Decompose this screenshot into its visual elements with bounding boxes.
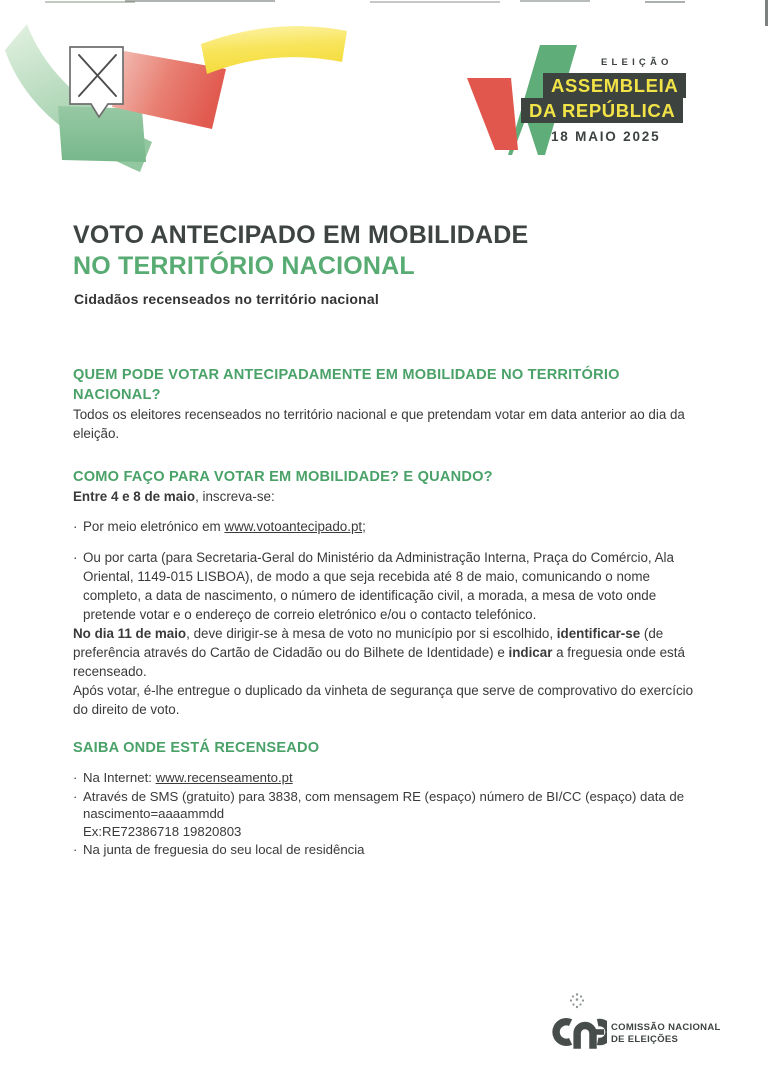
carta-text: Ou por carta (para Secretaria-Geral do Ministério da Administração Interna, Praça do Comércio, Ala Oriental, 1149-015 LISBOA), de modo a que seja recebida até 8 de maio, comunicando o nome completo, a data de nascimento, o número de identificação civil, a morada, a mesa de voto onde pretende votar e o endereço de correio eletrónico e/ou o contacto telefónico.	[83, 550, 678, 622]
cne-letters-icon	[551, 1013, 607, 1051]
junta-freguesia-text: Na junta de freguesia do seu local de residência	[83, 842, 365, 857]
bullet-marker: ·	[73, 842, 78, 857]
scan-artifact	[45, 1, 135, 3]
bullet-marker: ·	[73, 550, 78, 565]
ballot-x-icon	[0, 22, 370, 180]
dia-11-text-3: a freguesia onde está recenseado.	[73, 645, 689, 679]
dia-11-bold: No dia 11 de maio	[73, 626, 187, 641]
da-republica-banner: DA REPÚBLICA	[521, 98, 683, 123]
inscricao-dates-bold: Entre 4 e 8 de maio	[73, 489, 196, 504]
page-title-line2: NO TERRITÓRIO NACIONAL	[73, 252, 415, 280]
paragraph-inscricao	[73, 487, 697, 506]
dia-11-text-2: (de preferência através do Cartão de Cidadão ou do Bilhete de Identidade) e	[73, 626, 667, 660]
link-recenseamento[interactable]: www.recenseamento.pt	[155, 770, 293, 785]
cne-org-line1: COMISSÃO NACIONAL	[611, 1022, 721, 1033]
bullet-marker: ·	[73, 788, 78, 804]
coat-of-arms-icon	[567, 992, 587, 1010]
list-item-sms	[73, 788, 697, 841]
election-logo	[465, 40, 715, 165]
link-votoantecipado[interactable]: www.votoantecipado.pt	[224, 519, 363, 534]
list-item-junta-freguesia	[73, 841, 697, 859]
bullet-marker: ·	[73, 770, 78, 785]
ballot-decoration	[0, 22, 370, 180]
scan-artifact	[370, 1, 500, 3]
inscricao-rest: , inscreva-se:	[195, 489, 275, 504]
scan-artifact	[125, 0, 275, 2]
identificar-se-bold: identificar-se	[556, 626, 641, 641]
dia-11-text-1: , deve dirigir-se à mesa de voto no município por si escolhido,	[186, 626, 557, 641]
recenseamento-bullet-list	[73, 769, 697, 859]
paragraph-quem-pode-votar: Todos os eleitores recenseados no território nacional e que pretendam votar em data anterior ao dia da eleição.	[73, 407, 689, 441]
sms-example: Ex:RE72386718 19820803	[83, 823, 242, 839]
election-date: 18 MAIO 2025	[551, 129, 661, 144]
assembleia-banner: ASSEMBLEIA	[543, 73, 686, 98]
document-body	[73, 365, 697, 859]
scan-artifact	[645, 1, 685, 3]
cne-logo	[543, 988, 723, 1066]
inscricao-bullet-list	[73, 517, 697, 624]
bullet-marker: ·	[73, 519, 78, 534]
internet-text: Na Internet:	[83, 770, 156, 785]
paragraph-dia-11	[73, 624, 697, 681]
page-title-line1: VOTO ANTECIPADO EM MOBILIDADE	[73, 221, 529, 249]
cne-org-line2: DE ELEIÇÕES	[611, 1033, 679, 1045]
list-item-internet	[73, 769, 697, 787]
section-heading-quem-pode-votar: QUEM PODE VOTAR ANTECIPADAMENTE EM MOBILIDADE NO TERRITÓRIO NACIONAL?	[73, 367, 620, 403]
cne-org-name	[611, 1022, 721, 1045]
section-heading-saiba-onde: SAIBA ONDE ESTÁ RECENSEADO	[73, 740, 320, 756]
page-title	[73, 220, 528, 282]
scan-artifact	[520, 0, 590, 2]
section-heading-como-faco: COMO FAÇO PARA VOTAR EM MOBILIDADE? E QUANDO?	[73, 469, 493, 485]
paragraph-apos-votar: Após votar, é-lhe entregue o duplicado da vinheta de segurança que serve de comprovativo do exercício do direito de voto.	[73, 683, 697, 717]
eletronico-text: Por meio eletrónico em	[83, 519, 225, 534]
sms-text-line2: nascimento=aaaammdd	[83, 806, 225, 821]
sms-text-line1: Através de SMS (gratuito) para 3838, com mensagem RE (espaço) número de BI/CC (espaço) data de	[83, 788, 685, 804]
list-item-carta	[73, 548, 697, 624]
page-subtitle: Cidadãos recenseados no território nacional	[74, 291, 380, 307]
eleicao-label: ELEIÇÃO	[601, 57, 673, 68]
indicar-bold: indicar	[508, 645, 553, 660]
eletronico-suffix: ;	[362, 519, 366, 534]
list-item-eletronico	[73, 517, 697, 536]
